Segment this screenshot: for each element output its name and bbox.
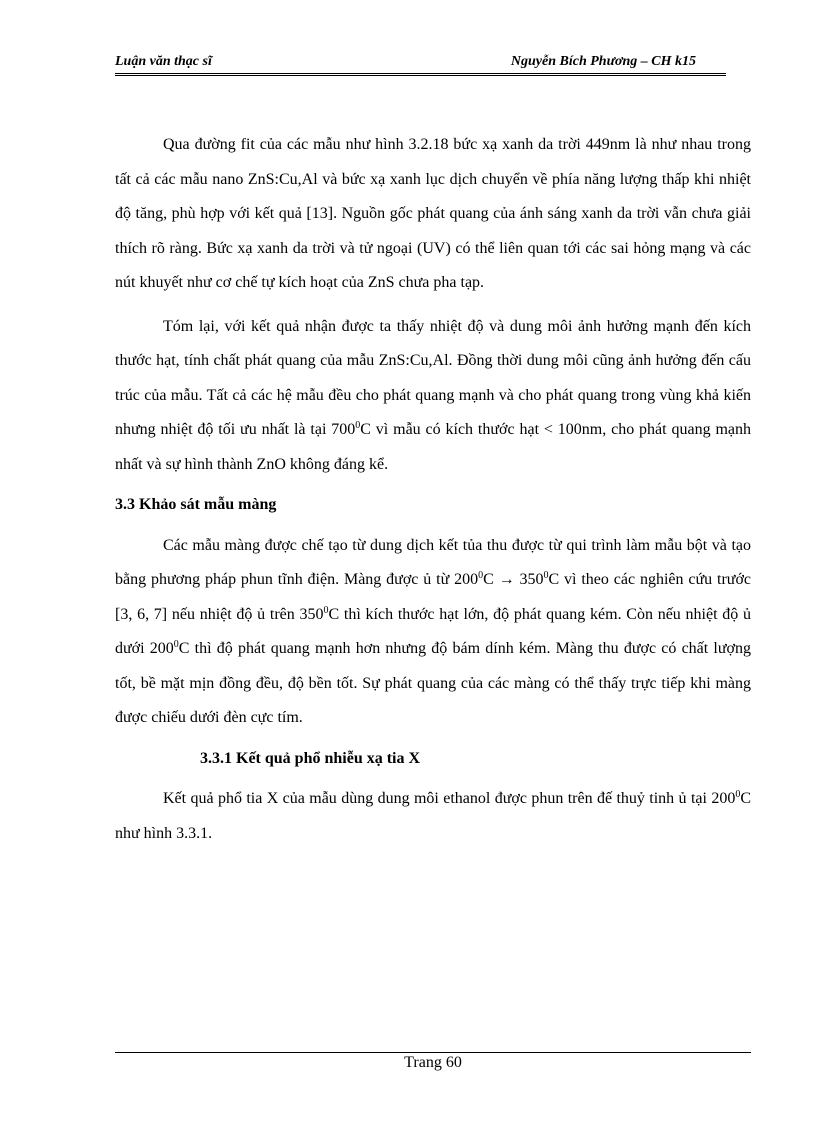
page-number: Trang 60 xyxy=(404,1054,462,1071)
header-rule xyxy=(115,73,726,76)
header-author: Nguyễn Bích Phương – CH k15 xyxy=(510,54,696,69)
degree-superscript: 0 xyxy=(735,789,741,800)
footer-rule xyxy=(115,1052,751,1053)
degree-superscript: 0 xyxy=(173,639,179,650)
paragraph-fit-results: Qua đường fit của các mẫu như hình 3.2.18 bức xạ xanh da trời 449nm là như nhau trong tất cả các mẫu nano ZnS:Cu,Al và bức xạ xanh lục dịch chuyển về phía năng lượng thấp khi nhiệt độ tăng, phù hợp với kết quả [13]. Nguồn gốc phát quang của ánh sáng xanh da trời vẫn chưa giải thích rõ ràng. Bức xạ xanh da trời và tử ngoại (UV) có thể liên quan tới các sai hỏng mạng và các nút khuyết như cơ chế tự kích hoạt của ZnS chưa pha tạp. xyxy=(115,136,751,291)
header-thesis-label: Luận văn thạc sĩ xyxy=(115,54,212,69)
degree-superscript: 0 xyxy=(355,420,361,431)
paragraph-xray-results: Kết quả phổ tia X của mẫu dùng dung môi ethanol được phun trên đế thuỷ tinh ủ tại $200^0C$ như hình 3.3.1. xyxy=(115,789,751,842)
page-body xyxy=(115,128,751,851)
page-header xyxy=(115,54,726,74)
subsection-heading-3-3-1: 3.3.1 Kết quả phổ nhiễu xạ tia X xyxy=(200,749,421,767)
degree-superscript: 0 xyxy=(478,570,484,581)
section-heading-3-3: 3.3 Khảo sát mẫu màng xyxy=(115,496,277,513)
paragraph-film-samples: Các mẫu màng được chế tạo từ dung dịch kết tủa thu được từ qui trình làm mẫu bột và tạo bằng phương pháp phun tĩnh điện. Màng được ủ từ $200^0C \to 350^0C$ vì theo các nghiên cứu trước [3, 6, 7] nếu nhiệt độ ủ trên $350^0C$ thì kích thước hạt lớn, độ phát quang kém. Còn nếu nhiệt độ ủ dưới $200^0C$ thì độ phát quang mạnh hơn nhưng độ bám dính kém. Màng thu được có chất lượng tốt, bề mặt mịn đồng đều, độ bền tốt. Sự phát quang của các màng có thể thấy trực tiếp khi màng được chiếu dưới đèn cực tím. xyxy=(115,536,752,726)
degree-superscript: 0 xyxy=(323,604,329,616)
degree-superscript: 0 xyxy=(543,570,549,581)
paragraph-summary: Tóm lại, với kết quả nhận được ta thấy nhiệt độ và dung môi ảnh hưởng mạnh đến kích thước hạt, tính chất phát quang của mẫu ZnS:Cu,Al. Đồng thời dung môi cũng ảnh hưởng đến cấu trúc của mẫu. Tất cả các hệ mẫu đều cho phát quang mạnh và cho phát quang trong vùng khả kiến nhưng nhiệt độ tối ưu nhất là tại $700^0C$ vì mẫu có kích thước hạt < 100nm, cho phát quang mạnh nhất và sự hình thành ZnO không đáng kể. xyxy=(115,317,751,473)
